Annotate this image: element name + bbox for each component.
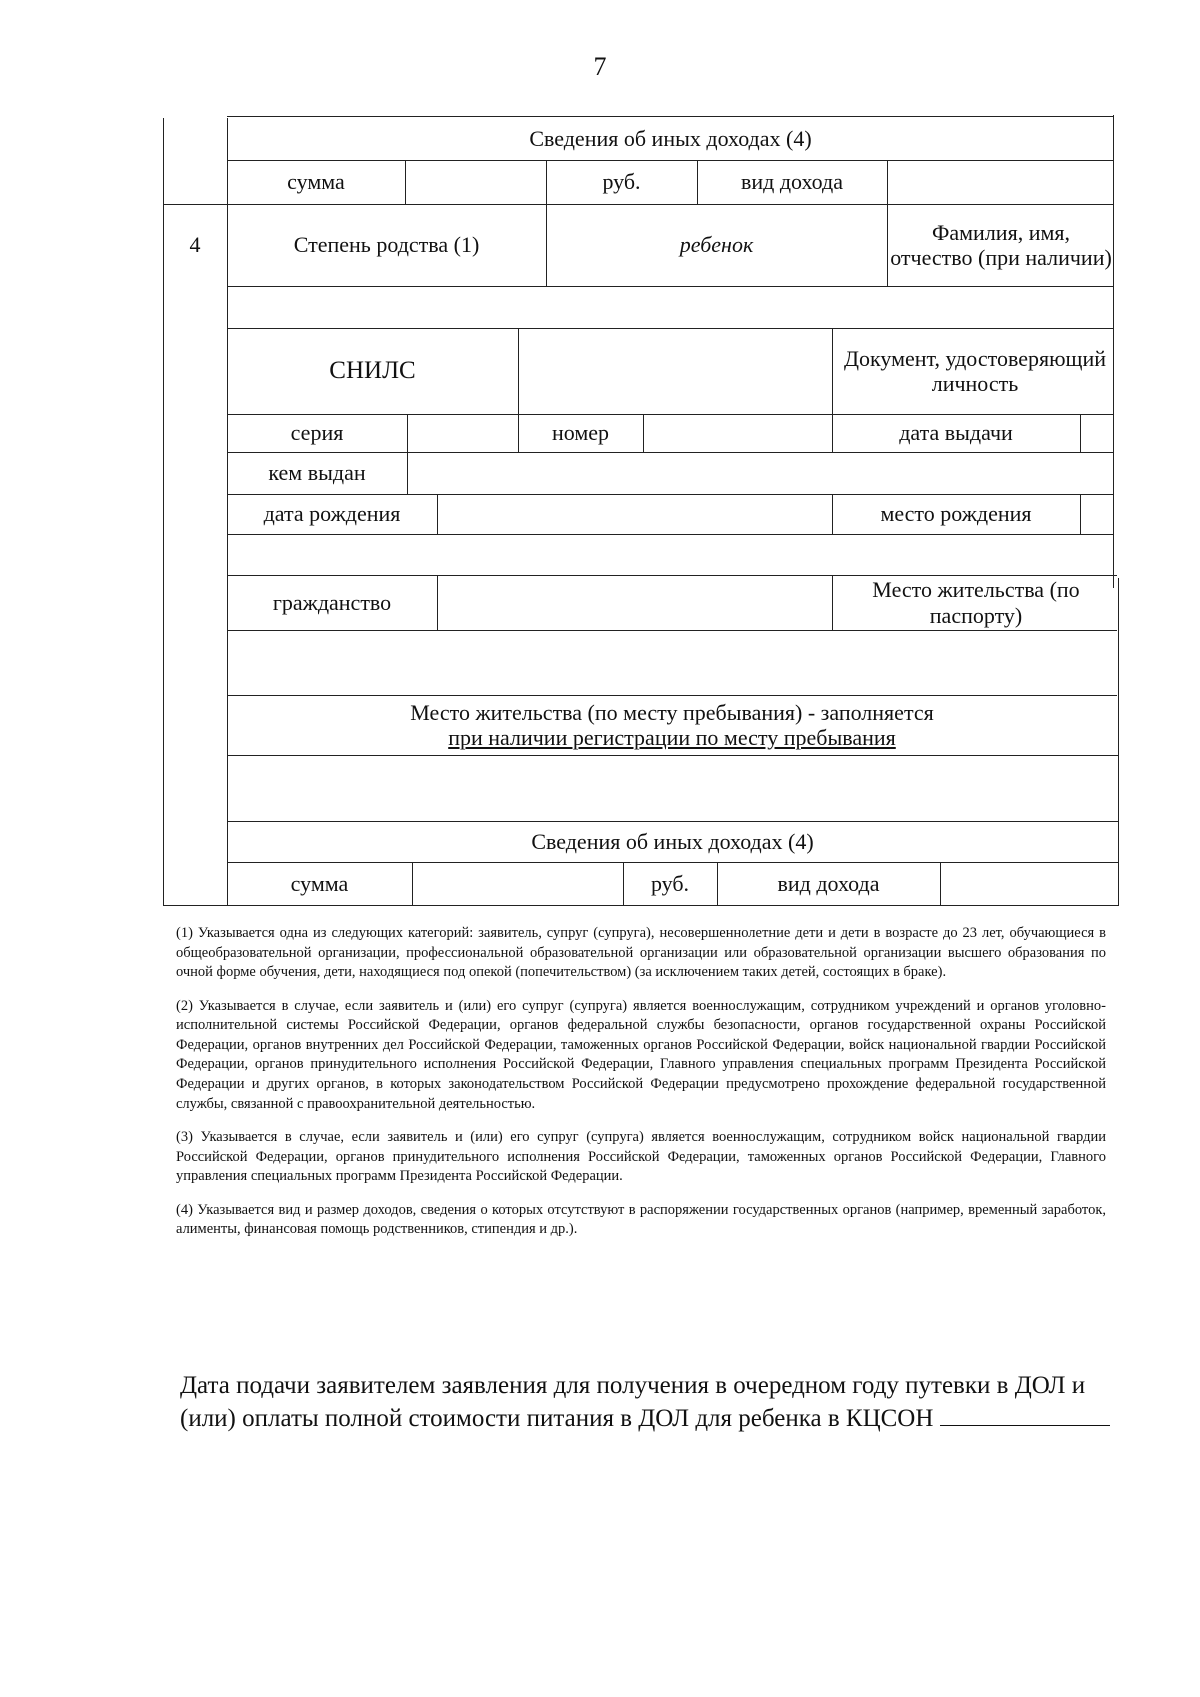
fio-input[interactable]: [227, 286, 1114, 328]
residence-stay-line2: при наличии регистрации по месту пребывания: [448, 725, 896, 750]
footnotes: [176, 924, 1106, 1254]
footnote-3: (3) Указывается в случае, если заявитель и (или) его супруг (супруга) является военнослужащим, сотрудником войск национальной гвардии Российской Федерации, органов принудительного исполнения Российской Федерации, таможенных органов Российской Федерации, Главного управления специальных программ Президента Российской Федерации.: [176, 1129, 1106, 1185]
sum-input-2[interactable]: [412, 862, 623, 905]
number-input[interactable]: [643, 414, 832, 452]
sum-label-2: сумма: [290, 870, 349, 896]
identity-doc-label: Документ, удостоверяющий личность: [843, 345, 1107, 396]
income-type-label: вид дохода: [741, 169, 843, 195]
page-number: 7: [593, 52, 607, 81]
residence-stay-input[interactable]: [227, 755, 1118, 821]
birth-date-label: дата рождения: [263, 501, 401, 527]
issued-by-label: кем выдан: [268, 460, 366, 486]
sum-label: сумма: [287, 169, 345, 195]
income-type-input-2[interactable]: [940, 862, 1118, 905]
birth-date-input[interactable]: [437, 494, 832, 534]
residence-passport-label: Место жительства (по паспорту): [872, 577, 1080, 628]
birth-place-label: место рождения: [880, 501, 1032, 527]
submission-date-statement: [180, 1370, 1120, 1435]
sum-input[interactable]: [405, 160, 546, 204]
footnote-1: (1) Указывается одна из следующих категорий: заявитель, супруг (супруга), несовершеннолетние дети и дети в возрасте до 23 лет, обучающиеся в общеобразовательной организации, профессиональной образовательной организации или образовательной организации высшего образования по очной форме обучения, дети, находящиеся под опекой (попечительством) (за исключением таких детей, состоящих в браке).: [176, 925, 1106, 981]
other-income-title: Сведения об иных доходах (4): [529, 126, 812, 152]
kinship-label: Степень родства (1): [293, 232, 480, 258]
kinship-value[interactable]: ребенок: [679, 232, 754, 258]
residence-stay-label: [227, 695, 1117, 755]
residence-passport-input[interactable]: [227, 630, 1117, 695]
snils-input[interactable]: [518, 328, 832, 414]
footer-line2: (или) оплаты полной стоимости питания в ДОЛ для ребенка в КЦСОН: [180, 1404, 934, 1432]
series-input[interactable]: [407, 414, 518, 452]
snils-label: СНИЛС: [329, 356, 416, 384]
footnote-4: (4) Указывается вид и размер доходов, сведения о которых отсутствуют в распоряжении государственных органов (например, временный заработок, алименты, финансовая помощь родственников, стипендия и др.).: [176, 1201, 1106, 1238]
issued-by-input[interactable]: [407, 452, 1114, 494]
other-income-title-2: Сведения об иных доходах (4): [531, 828, 814, 854]
income-type-label-2: вид дохода: [777, 870, 880, 896]
citizenship-label: гражданство: [272, 589, 392, 615]
rub-label: руб.: [602, 169, 641, 195]
income-type-input[interactable]: [887, 160, 1114, 204]
footer-line1: Дата подачи заявителем заявления для получения в очередном году путевки в ДОЛ и: [180, 1372, 1086, 1399]
series-label: серия: [290, 420, 344, 446]
number-label: номер: [551, 420, 610, 446]
fio-label: Фамилия, имя, отчество (при наличии): [890, 219, 1112, 270]
birth-place-input[interactable]: [227, 534, 1114, 575]
issue-date-label: дата выдачи: [899, 420, 1013, 446]
citizenship-input[interactable]: [437, 575, 832, 630]
residence-stay-line1: Место жительства (по месту пребывания) - заполняется: [410, 699, 934, 725]
submission-date-input[interactable]: [940, 1405, 1110, 1426]
footnote-2: (2) Указывается в случае, если заявитель и (или) его супруг (супруга) является военнослужащим, сотрудником учреждений и органов уголовно-исполнительной системы Российской Федерации, органов федеральной службы безопасности, органов государственной охраны Российской Федерации, органов внутренних дел Российской Федерации, таможенных органов Российской Федерации, войск национальной гвардии Российской Федерации, органов принудительного исполнения Российской Федерации, Главного управления специальных программ Президента Российской Федерации и других органов, в которых законодательством Российской Федерации предусмотрено прохождение федеральной государственной службы, связанной с правоохранительной деятельностью.: [176, 997, 1106, 1112]
row-number: 4: [189, 232, 201, 258]
issue-date-input[interactable]: [1080, 414, 1114, 452]
rub-label-2: руб.: [650, 870, 690, 896]
